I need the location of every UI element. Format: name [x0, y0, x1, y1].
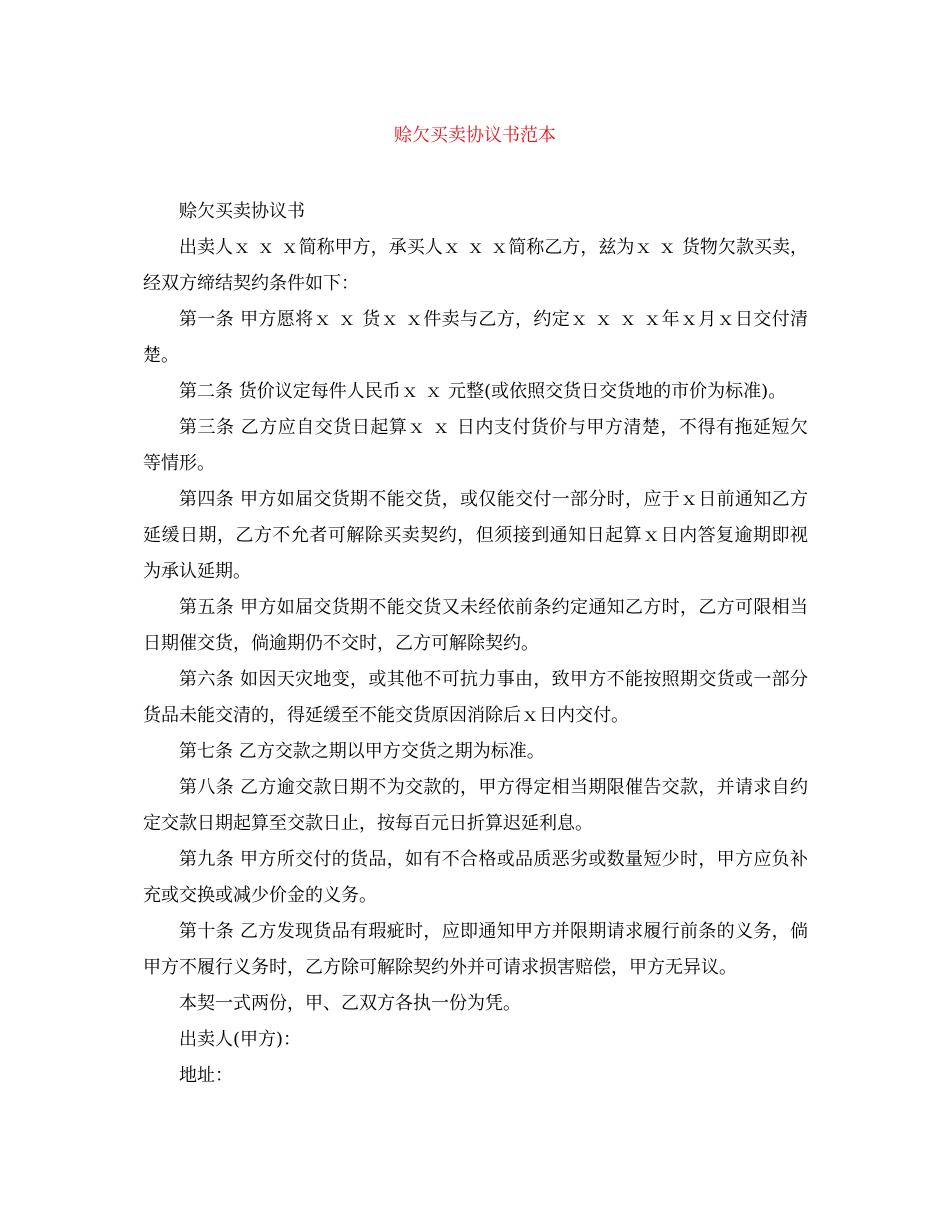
article-10: 第十条 乙方发现货品有瑕疵时，应即通知甲方并限期请求履行前条的义务，倘甲方不履行义务时，乙方除可解除契约外并可请求损害赔偿，甲方无异议。 [143, 921, 808, 978]
article-5: 第五条 甲方如届交货期不能交货又未经依前条约定通知乙方时，乙方可限相当日期催交货，倘逾期仍不交时，乙方可解除契约。 [143, 597, 808, 654]
agreement-heading: 赊欠买卖协议书 [179, 201, 305, 222]
copies-clause: 本契一式两份，甲、乙双方各执一份为凭。 [179, 993, 521, 1014]
seller-signature-line: 出卖人(甲方)： [179, 1029, 302, 1050]
address-line: 地址： [179, 1065, 233, 1086]
article-8: 第八条 乙方逾交款日期不为交款的，甲方得定相当期限催告交款，并请求自约定交款日期起算至交款日止，按每百元日折算迟延利息。 [143, 777, 808, 834]
article-1: 第一条 甲方愿将ｘ ｘ 货ｘ ｘ件卖与乙方，约定ｘ ｘ ｘ ｘ年ｘ月ｘ日交付清楚。 [143, 309, 808, 366]
article-9: 第九条 甲方所交付的货品，如有不合格或品质恶劣或数量短少时，甲方应负补充或交换或减少价金的义务。 [143, 849, 808, 906]
article-7: 第七条 乙方交款之期以甲方交货之期为标准。 [179, 741, 545, 762]
document-body [143, 194, 808, 1094]
article-6: 第六条 如因天灾地变，或其他不可抗力事由，致甲方不能按照期交货或一部分货品未能交清的，得延缓至不能交货原因消除后ｘ日内交付。 [143, 669, 808, 726]
preamble-paragraph: 出卖人ｘ ｘ ｘ简称甲方，承买人ｘ ｘ ｘ简称乙方，兹为ｘ ｘ 货物欠款买卖，经双方缔结契约条件如下： [143, 237, 808, 294]
document-title: 赊欠买卖协议书范本 [394, 125, 556, 146]
article-3: 第三条 乙方应自交货日起算ｘ ｘ 日内支付货价与甲方清楚，不得有拖延短欠等情形。 [143, 417, 808, 474]
article-2: 第二条 货价议定每件人民币ｘ ｘ 元整(或依照交货日交货地的市价为标准)。 [179, 381, 787, 402]
article-4: 第四条 甲方如届交货期不能交货，或仅能交付一部分时，应于ｘ日前通知乙方延缓日期，乙方不允者可解除买卖契约，但须接到通知日起算ｘ日内答复逾期即视为承认延期。 [143, 489, 808, 582]
